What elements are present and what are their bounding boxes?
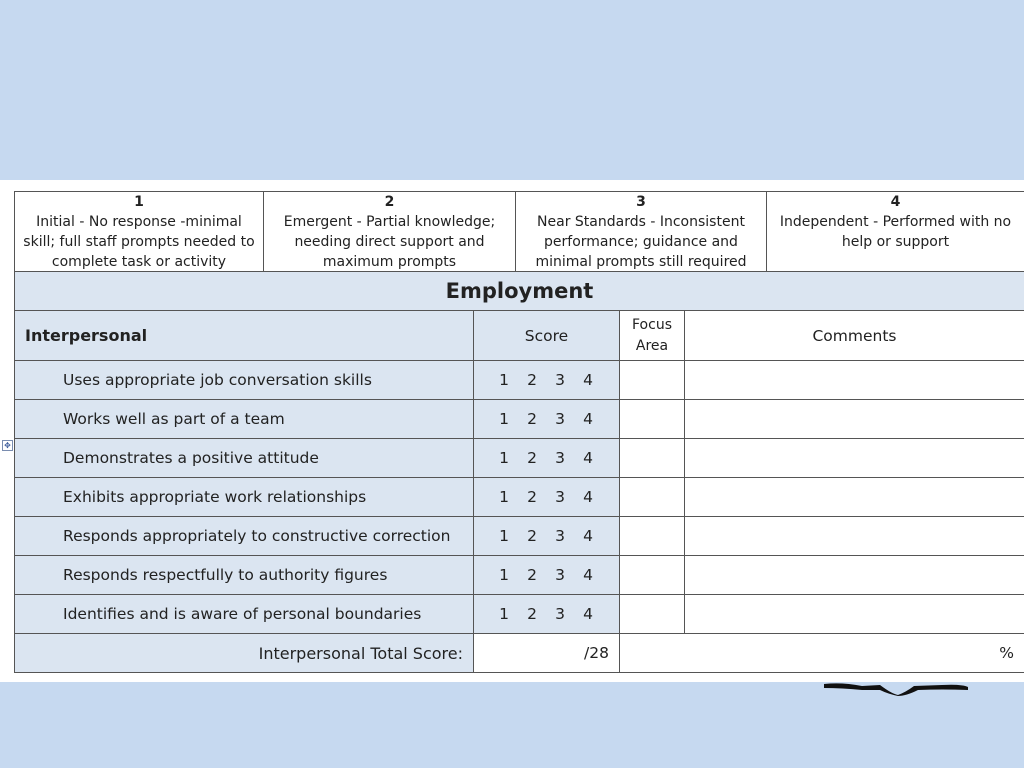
section-title-row (15, 272, 1024, 311)
score-option-4[interactable]: 4 (583, 527, 594, 545)
skill-label: Demonstrates a positive attitude (15, 439, 474, 478)
scale-level-description: Emergent - Partial knowledge; needing direct support and maximum prompts (283, 214, 496, 270)
focus-area-cell[interactable] (620, 478, 685, 517)
category-header: Interpersonal (15, 311, 474, 361)
score-option-4[interactable]: 4 (583, 566, 594, 584)
score-option-4[interactable]: 4 (583, 605, 594, 623)
score-option-3[interactable]: 3 (555, 527, 566, 545)
scale-level-description: Independent - Performed with no help or support (779, 214, 1012, 250)
comments-cell[interactable] (685, 439, 1024, 478)
worksheet-page (0, 180, 1024, 682)
score-header: Score (474, 311, 620, 361)
score-options (474, 517, 620, 556)
table-row (15, 400, 1024, 439)
score-option-2[interactable]: 2 (527, 488, 538, 506)
score-option-4[interactable]: 4 (583, 371, 594, 389)
logo-fragment-icon (822, 682, 970, 696)
table-row (15, 595, 1024, 634)
scale-level-3 (516, 192, 767, 273)
score-option-4[interactable]: 4 (583, 449, 594, 467)
score-option-2[interactable]: 2 (527, 410, 538, 428)
score-option-3[interactable]: 3 (555, 410, 566, 428)
score-option-4[interactable]: 4 (583, 410, 594, 428)
rating-scale-row (15, 192, 1024, 273)
comments-cell[interactable] (685, 400, 1024, 439)
total-label: Interpersonal Total Score: (15, 634, 474, 673)
skill-label: Exhibits appropriate work relationships (15, 478, 474, 517)
comments-cell[interactable] (685, 478, 1024, 517)
scale-level-number: 3 (636, 194, 646, 210)
score-option-3[interactable]: 3 (555, 605, 566, 623)
skill-label: Works well as part of a team (15, 400, 474, 439)
score-option-1[interactable]: 1 (499, 449, 510, 467)
score-options (474, 439, 620, 478)
score-options (474, 556, 620, 595)
column-header-row (15, 311, 1024, 361)
focus-area-cell[interactable] (620, 595, 685, 634)
score-option-1[interactable]: 1 (499, 371, 510, 389)
focus-header-line2: Area (635, 337, 669, 354)
focus-area-cell[interactable] (620, 400, 685, 439)
score-option-3[interactable]: 3 (555, 566, 566, 584)
scale-level-1 (15, 192, 264, 273)
skill-label: Uses appropriate job conversation skills (15, 361, 474, 400)
skill-label: Responds appropriately to constructive correction (15, 517, 474, 556)
table-row (15, 439, 1024, 478)
score-options (474, 400, 620, 439)
score-option-3[interactable]: 3 (555, 488, 566, 506)
table-row (15, 517, 1024, 556)
score-options (474, 478, 620, 517)
comments-header: Comments (685, 311, 1024, 361)
focus-area-cell[interactable] (620, 517, 685, 556)
scale-level-number: 4 (890, 194, 901, 210)
focus-area-cell[interactable] (620, 361, 685, 400)
table-move-handle-icon[interactable]: ✥ (2, 440, 13, 451)
skill-label: Identifies and is aware of personal boundaries (15, 595, 474, 634)
rating-scale-table (14, 191, 1024, 273)
score-option-4[interactable]: 4 (583, 488, 594, 506)
scale-level-4 (767, 192, 1024, 273)
total-percent-cell[interactable]: % (620, 634, 1024, 673)
total-score-cell[interactable]: /28 (474, 634, 620, 673)
scale-level-description: Initial - No response -minimal skill; full staff prompts needed to complete task or activity (23, 214, 255, 270)
table-row (15, 478, 1024, 517)
focus-header-line1: Focus (632, 316, 672, 333)
scale-level-number: 1 (134, 194, 144, 210)
score-option-1[interactable]: 1 (499, 527, 510, 545)
score-option-1[interactable]: 1 (499, 488, 510, 506)
score-option-1[interactable]: 1 (499, 605, 510, 623)
table-row (15, 556, 1024, 595)
score-option-2[interactable]: 2 (527, 605, 538, 623)
score-option-2[interactable]: 2 (527, 371, 538, 389)
employment-table (14, 271, 1024, 673)
focus-area-cell[interactable] (620, 556, 685, 595)
score-option-2[interactable]: 2 (527, 566, 538, 584)
skill-label: Responds respectfully to authority figures (15, 556, 474, 595)
score-option-3[interactable]: 3 (555, 449, 566, 467)
table-row (15, 361, 1024, 400)
focus-area-header (620, 311, 685, 361)
total-row (15, 634, 1024, 673)
score-option-2[interactable]: 2 (527, 527, 538, 545)
comments-cell[interactable] (685, 556, 1024, 595)
score-option-2[interactable]: 2 (527, 449, 538, 467)
score-option-1[interactable]: 1 (499, 566, 510, 584)
score-options (474, 595, 620, 634)
comments-cell[interactable] (685, 517, 1024, 556)
section-title: Employment (15, 272, 1024, 311)
score-option-3[interactable]: 3 (555, 371, 566, 389)
comments-cell[interactable] (685, 361, 1024, 400)
score-options (474, 361, 620, 400)
score-option-1[interactable]: 1 (499, 410, 510, 428)
scale-level-number: 2 (384, 194, 395, 210)
comments-cell[interactable] (685, 595, 1024, 634)
focus-area-cell[interactable] (620, 439, 685, 478)
scale-level-description: Near Standards - Inconsistent performance; guidance and minimal prompts still required (535, 214, 747, 270)
scale-level-2 (264, 192, 516, 273)
